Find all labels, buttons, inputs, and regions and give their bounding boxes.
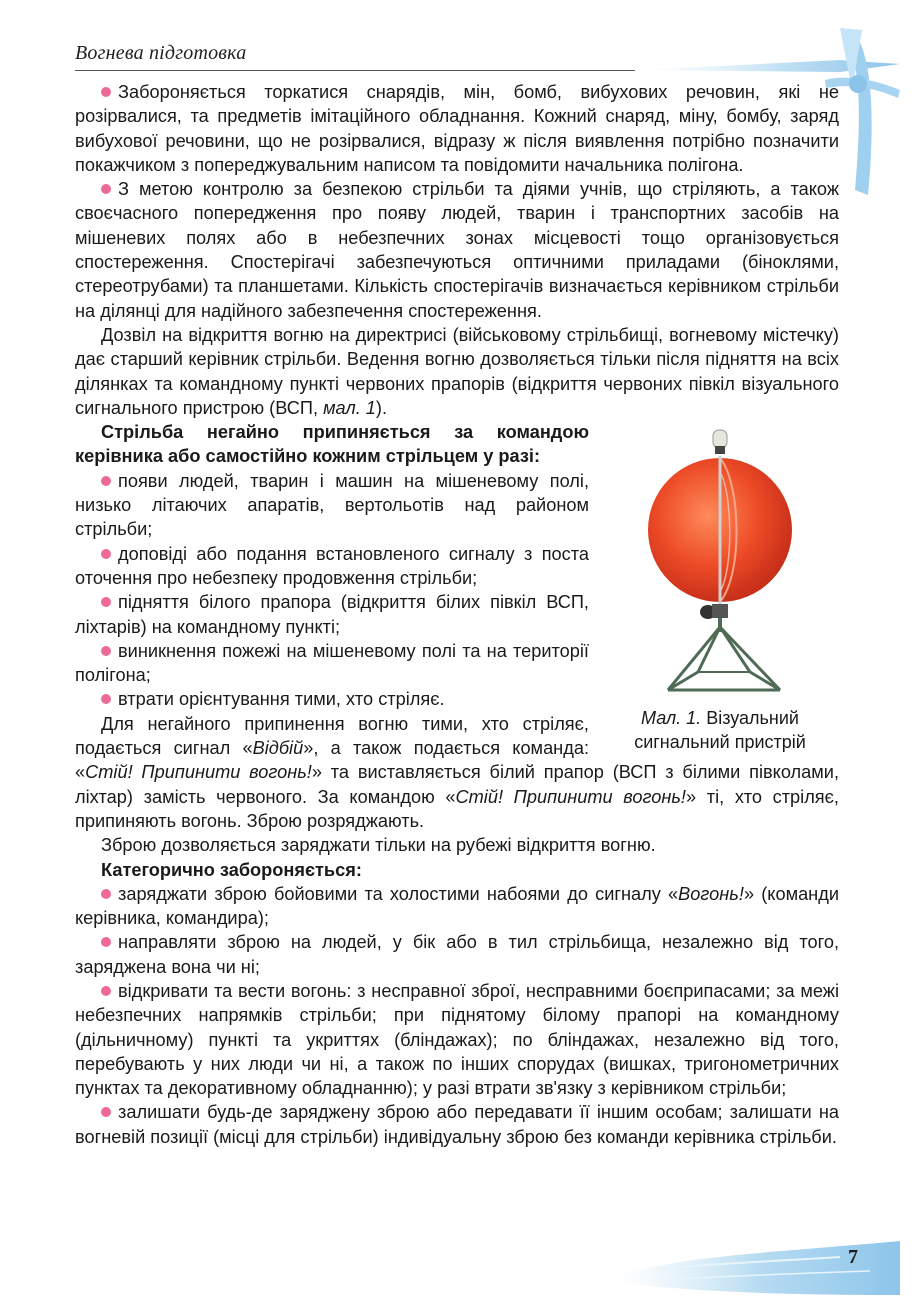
list-item: заряджати зброю бойовими та холостими набоями до сигналу «Вогонь!» (команди керівника, командира);: [75, 883, 840, 929]
paragraph: Для негайного припинення вогню тими, хто стріляє, подається сигнал «Відбій», а також подається команда: «Стій! Припинити вогонь!» та виставляється білий прапор (ВСП з білими півколами, ліхтар) замість червоного. За командою «Стій! Припинити вогонь!» ті, хто стріляє, припиняють вогонь. Зброю розряджають.: [75, 713, 839, 831]
list-item: відкривати та вести вогонь: з несправної зброї, несправними боєприпасами; за межі небезпечних напрямків стрільби; при піднятому білому прапорі на командному (дільничному) пункті та укриттях (бліндажах); по бліндажах, незалежно від того, перебувають у них люди чи ні, а також по інших спорудах (вишках, тригонометричних пунктах та декоративному обладнанню); у разі втрати зв'язку з керівником стрільби;: [75, 980, 839, 1099]
bullet-icon: [101, 87, 111, 97]
bullet-icon: [101, 889, 111, 899]
bullet-icon: [101, 646, 111, 656]
bullet-icon: [101, 597, 111, 607]
signal-device-image: [620, 422, 820, 694]
page-body: [75, 80, 839, 1149]
paragraph: Зброю дозволяється заряджати тільки на рубежі відкриття вогню.: [101, 835, 656, 856]
header-divider: [75, 70, 635, 71]
bullet-icon: [101, 476, 111, 486]
figure-label: Мал. 1.: [641, 708, 702, 729]
paragraph: З метою контролю за безпекою стрільби та діями учнів, що стріляють, а також своєчасного попередження про появу людей, тварин і транспортних засобів на мішеневих полях або в небезпечних зонах місцевості тощо організовується спостереження. Спостерігачі забезпечуються оптичними приладами (біноклями, стереотрубами) та планшетами. Кількість спостерігачів визначається керівником стрільби на ділянці для надійного забезпечення спостереження.: [75, 179, 839, 321]
page-header-title: Вогнева підготовка: [75, 42, 247, 64]
bullet-icon: [101, 986, 111, 996]
page-number: 7: [848, 1246, 858, 1268]
brush-decoration-icon: [600, 1235, 918, 1305]
paragraph: Дозвіл на відкриття вогню на директрисі (військовому стрільбищі, вогневому містечку) дає старший керівник стрільби. Ведення вогню дозволяється тільки після підняття на всіх ділянках та командному пункті червоних прапорів (відкриття червоних півкіл візуального сигнального пристрою (ВСП, мал. 1).: [75, 324, 839, 418]
list-item: появи людей, тварин і машин на мішеневому полі, низько літаючих апаратів, вертольотів над районом стрільби;: [75, 470, 589, 540]
list-item: залишати будь-де заряджену зброю або передавати її іншим особам; залишати на вогневій позиції (місці для стрільби) індивідуальну зброю без команди керівника стрільби.: [75, 1102, 839, 1147]
section-heading: Категорично забороняється:: [101, 859, 362, 880]
bullet-icon: [101, 549, 111, 559]
bullet-icon: [101, 694, 111, 704]
bullet-icon: [101, 1107, 111, 1117]
paragraph: Забороняється торкатися снарядів, мін, бомб, вибухових речовин, які не розірвалися, та предметів імітаційного обладнання. Кожний снаряд, міну, бомбу, заряд вибухової речовини, що не розірвалися, відразу ж після виявлення потрібно позначити покажчиком з попереджувальним написом та повідомити начальника полігона.: [75, 82, 839, 175]
list-item: втрати орієнтування тими, хто стріляє.: [75, 687, 839, 711]
list-item: направляти зброю на людей, у бік або в тил стрільбища, незалежно від того, заряджена вона чи ні;: [75, 932, 839, 977]
bullet-icon: [101, 184, 111, 194]
figure-caption: Мал. 1. Візуальний сигнальний пристрій: [634, 708, 806, 753]
section-heading: Стрільба негайно припиняється за командою керівника або самостійно кожним стрільцем у разі:: [75, 422, 589, 467]
bullet-icon: [101, 937, 111, 947]
list-item: виникнення пожежі на мішеневому полі та на території полігона;: [75, 640, 589, 686]
figure-reference: мал. 1: [323, 397, 376, 418]
list-item: доповіді або подання встановленого сигналу з поста оточення про небезпеку продовження стрільби;: [75, 543, 589, 588]
list-item: підняття білого прапора (відкриття білих півкіл ВСП, ліхтарів) на командному пункті;: [75, 592, 589, 637]
figure: [601, 422, 839, 754]
